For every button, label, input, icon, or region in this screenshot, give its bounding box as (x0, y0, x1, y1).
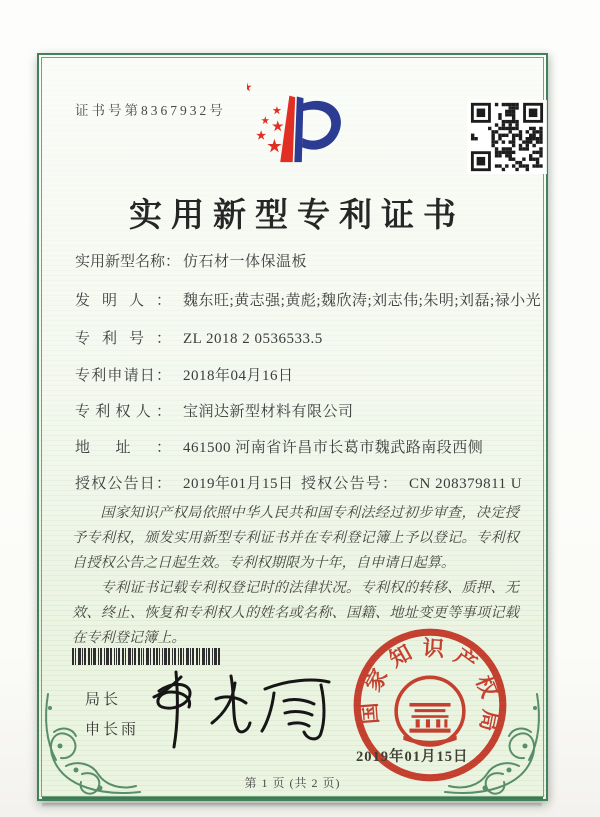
director-name: 申长雨 (85, 722, 140, 738)
field-label-filing-date: 专利申请日： (75, 368, 171, 384)
field-value-address: 461500 河南省许昌市长葛市魏武路南段西侧 (183, 440, 484, 456)
field-label-name: 实用新型名称： (75, 254, 181, 270)
field-label-inventor: 发明人： (75, 293, 171, 309)
field-value-filing-date: 2018年04月16日 (183, 368, 294, 384)
patent-certificate (37, 53, 548, 801)
field-row-patentee (75, 400, 526, 421)
field-label-grant-no: 授权公告号： (301, 476, 397, 492)
page-footer: 第 1 页 (共 2 页) (244, 776, 341, 790)
field-row-grant (75, 472, 526, 493)
cnipa-logo-icon (247, 81, 355, 185)
grant-no-pair (301, 472, 522, 493)
field-row-patent-no (75, 327, 526, 348)
corner-flourish-icon (441, 646, 545, 796)
field-value-inventor: 魏东旺;黄志强;黄彪;魏欣涛;刘志伟;朱明;刘磊;禄小光 (183, 293, 542, 309)
certificate-number: 证书号第8367932号 (75, 103, 226, 118)
qr-code-icon (467, 100, 547, 174)
legal-paragraph-2: 专利证书记载专利权登记时的法律状况。专利权的转移、质押、无效、终止、恢复和专利权人的姓名或名称、国籍、地址变更等事项记载在专利登记簿上。 (72, 580, 519, 646)
field-value-grant-no: CN 208379811 U (409, 476, 523, 492)
field-value-patent-no: ZL 2018 2 0536533.5 (183, 331, 323, 347)
director-title: 局长 (85, 692, 122, 708)
field-row-name (75, 250, 526, 271)
certificate-title: 实用新型专利证书 (129, 198, 465, 234)
seal-text: 国家知识产权局 (357, 635, 504, 734)
seal-date: 2019年01月15日 (356, 749, 469, 765)
field-value-name: 仿石材一体保温板 (183, 254, 308, 270)
field-label-address: 地址： (75, 440, 171, 456)
corner-flourish-icon (40, 646, 144, 796)
legal-paragraph-1: 国家知识产权局依照中华人民共和国专利法经过初步审查，决定授予专利权，颁发实用新型专利证书并在专利登记簿上予以登记。专利权自授权公告之日起生效。专利权期限为十年，自申请日起算。 (72, 505, 519, 571)
field-row-filing-date (75, 364, 526, 385)
field-value-grant-date: 2019年01月15日 (183, 476, 294, 492)
field-value-patentee: 宝润达新型材料有限公司 (183, 404, 354, 420)
field-row-inventor (75, 289, 542, 310)
field-label-patent-no: 专利号： (75, 331, 171, 347)
field-label-grant-date: 授权公告日： (75, 476, 171, 492)
field-row-address (75, 436, 526, 457)
field-label-patentee: 专利权人： (75, 404, 171, 420)
director-signature (147, 663, 357, 755)
photo-paper-edge (42, 803, 542, 809)
